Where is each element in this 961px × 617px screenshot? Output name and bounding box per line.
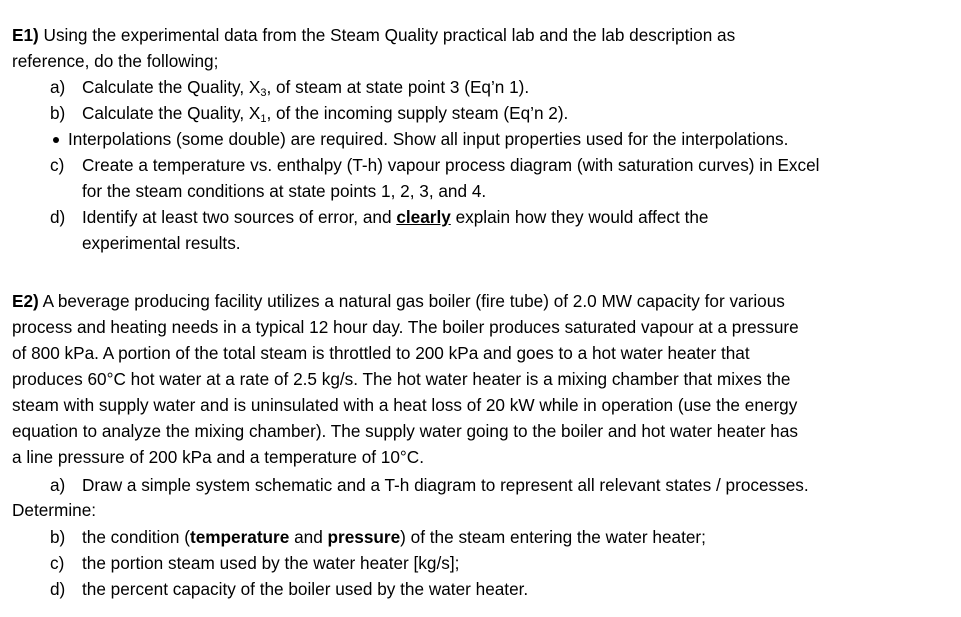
e2-para-line-6: equation to analyze the mixing chamber). The supply water going to the boiler and hot water heater has (12, 421, 799, 441)
e1-item-a (82, 76, 529, 98)
e1-item-a-text-post: , of steam at state point 3 (Eq’n 1). (266, 77, 530, 97)
e2-item-c-marker: c) (50, 553, 65, 573)
e2-item-b-marker: b) (50, 527, 66, 547)
e2-para-line-1 (12, 290, 785, 312)
e2-para-text-1: A beverage producing facility utilizes a natural gas boiler (fire tube) of 2.0 MW capacity for various (38, 291, 785, 311)
e1-intro-line-2: reference, do the following; (12, 51, 219, 71)
e2-para-line-3: of 800 kPa. A portion of the total steam is throttled to 200 kPa and goes to a hot water heater that (12, 343, 750, 363)
e1-item-b-marker: b) (50, 103, 66, 123)
e2-item-b-post: ) of the steam entering the water heater; (400, 527, 706, 547)
e1-item-a-marker: a) (50, 77, 66, 97)
e1-item-d-text-pre: Identify at least two sources of error, and (82, 207, 397, 227)
e2-para-line-5: steam with supply water and is uninsulated with a heat loss of 20 kW while in operation (use the energy (12, 395, 798, 415)
e1-bullet-text: Interpolations (some double) are required. Show all input properties used for the interpolations. (68, 129, 789, 149)
e1-item-d-marker: d) (50, 207, 66, 227)
bullet-icon (53, 137, 59, 143)
e1-item-d-line-1 (82, 206, 708, 228)
e1-item-d-emphasis: clearly (396, 207, 451, 227)
e1-item-b-text-pre: Calculate the Quality, X (82, 103, 261, 123)
e1-item-b-text-post: , of the incoming supply steam (Eq’n 2). (266, 103, 569, 123)
e1-item-b (82, 102, 568, 124)
e2-item-b-pre: the condition ( (82, 527, 190, 547)
e1-intro-line-1 (12, 24, 735, 46)
e1-label: E1) (12, 25, 39, 45)
e2-item-d-marker: d) (50, 579, 66, 599)
e1-item-b-subscript: 1 (260, 113, 267, 125)
e2-para-line-4: produces 60°C hot water at a rate of 2.5 kg/s. The hot water heater is a mixing chamber that mixes the (12, 369, 791, 389)
e2-item-b (82, 526, 706, 548)
e1-item-c-line-1: Create a temperature vs. enthalpy (T-h) vapour process diagram (with saturation curves) in Excel (82, 155, 820, 175)
e2-item-a: Draw a simple system schematic and a T-h diagram to represent all relevant states / processes. (82, 475, 809, 495)
e2-para-line-2: process and heating needs in a typical 12 hour day. The boiler produces saturated vapour at a pressure (12, 317, 799, 337)
e2-determine-label: Determine: (12, 500, 97, 520)
e2-item-a-marker: a) (50, 475, 66, 495)
e2-item-d: the percent capacity of the boiler used by the water heater. (82, 579, 529, 599)
e1-item-a-subscript: 3 (260, 87, 267, 99)
e1-item-a-text-pre: Calculate the Quality, X (82, 77, 261, 97)
e2-item-b-mid: and (289, 527, 328, 547)
e1-item-c-line-2: for the steam conditions at state points 1, 2, 3, and 4. (82, 181, 487, 201)
e1-intro-text-1: Using the experimental data from the Steam Quality practical lab and the lab description as (38, 25, 736, 45)
e2-item-c: the portion steam used by the water heater [kg/s]; (82, 553, 460, 573)
e1-item-c-marker: c) (50, 155, 65, 175)
e1-item-d-text-post: explain how they would affect the (450, 207, 709, 227)
e2-label: E2) (12, 291, 39, 311)
e2-item-b-bold-pressure: pressure (327, 527, 401, 547)
e2-para-line-7: a line pressure of 200 kPa and a temperature of 10°C. (12, 447, 424, 467)
e1-item-d-line-2: experimental results. (82, 233, 241, 253)
e2-item-b-bold-temperature: temperature (189, 527, 290, 547)
